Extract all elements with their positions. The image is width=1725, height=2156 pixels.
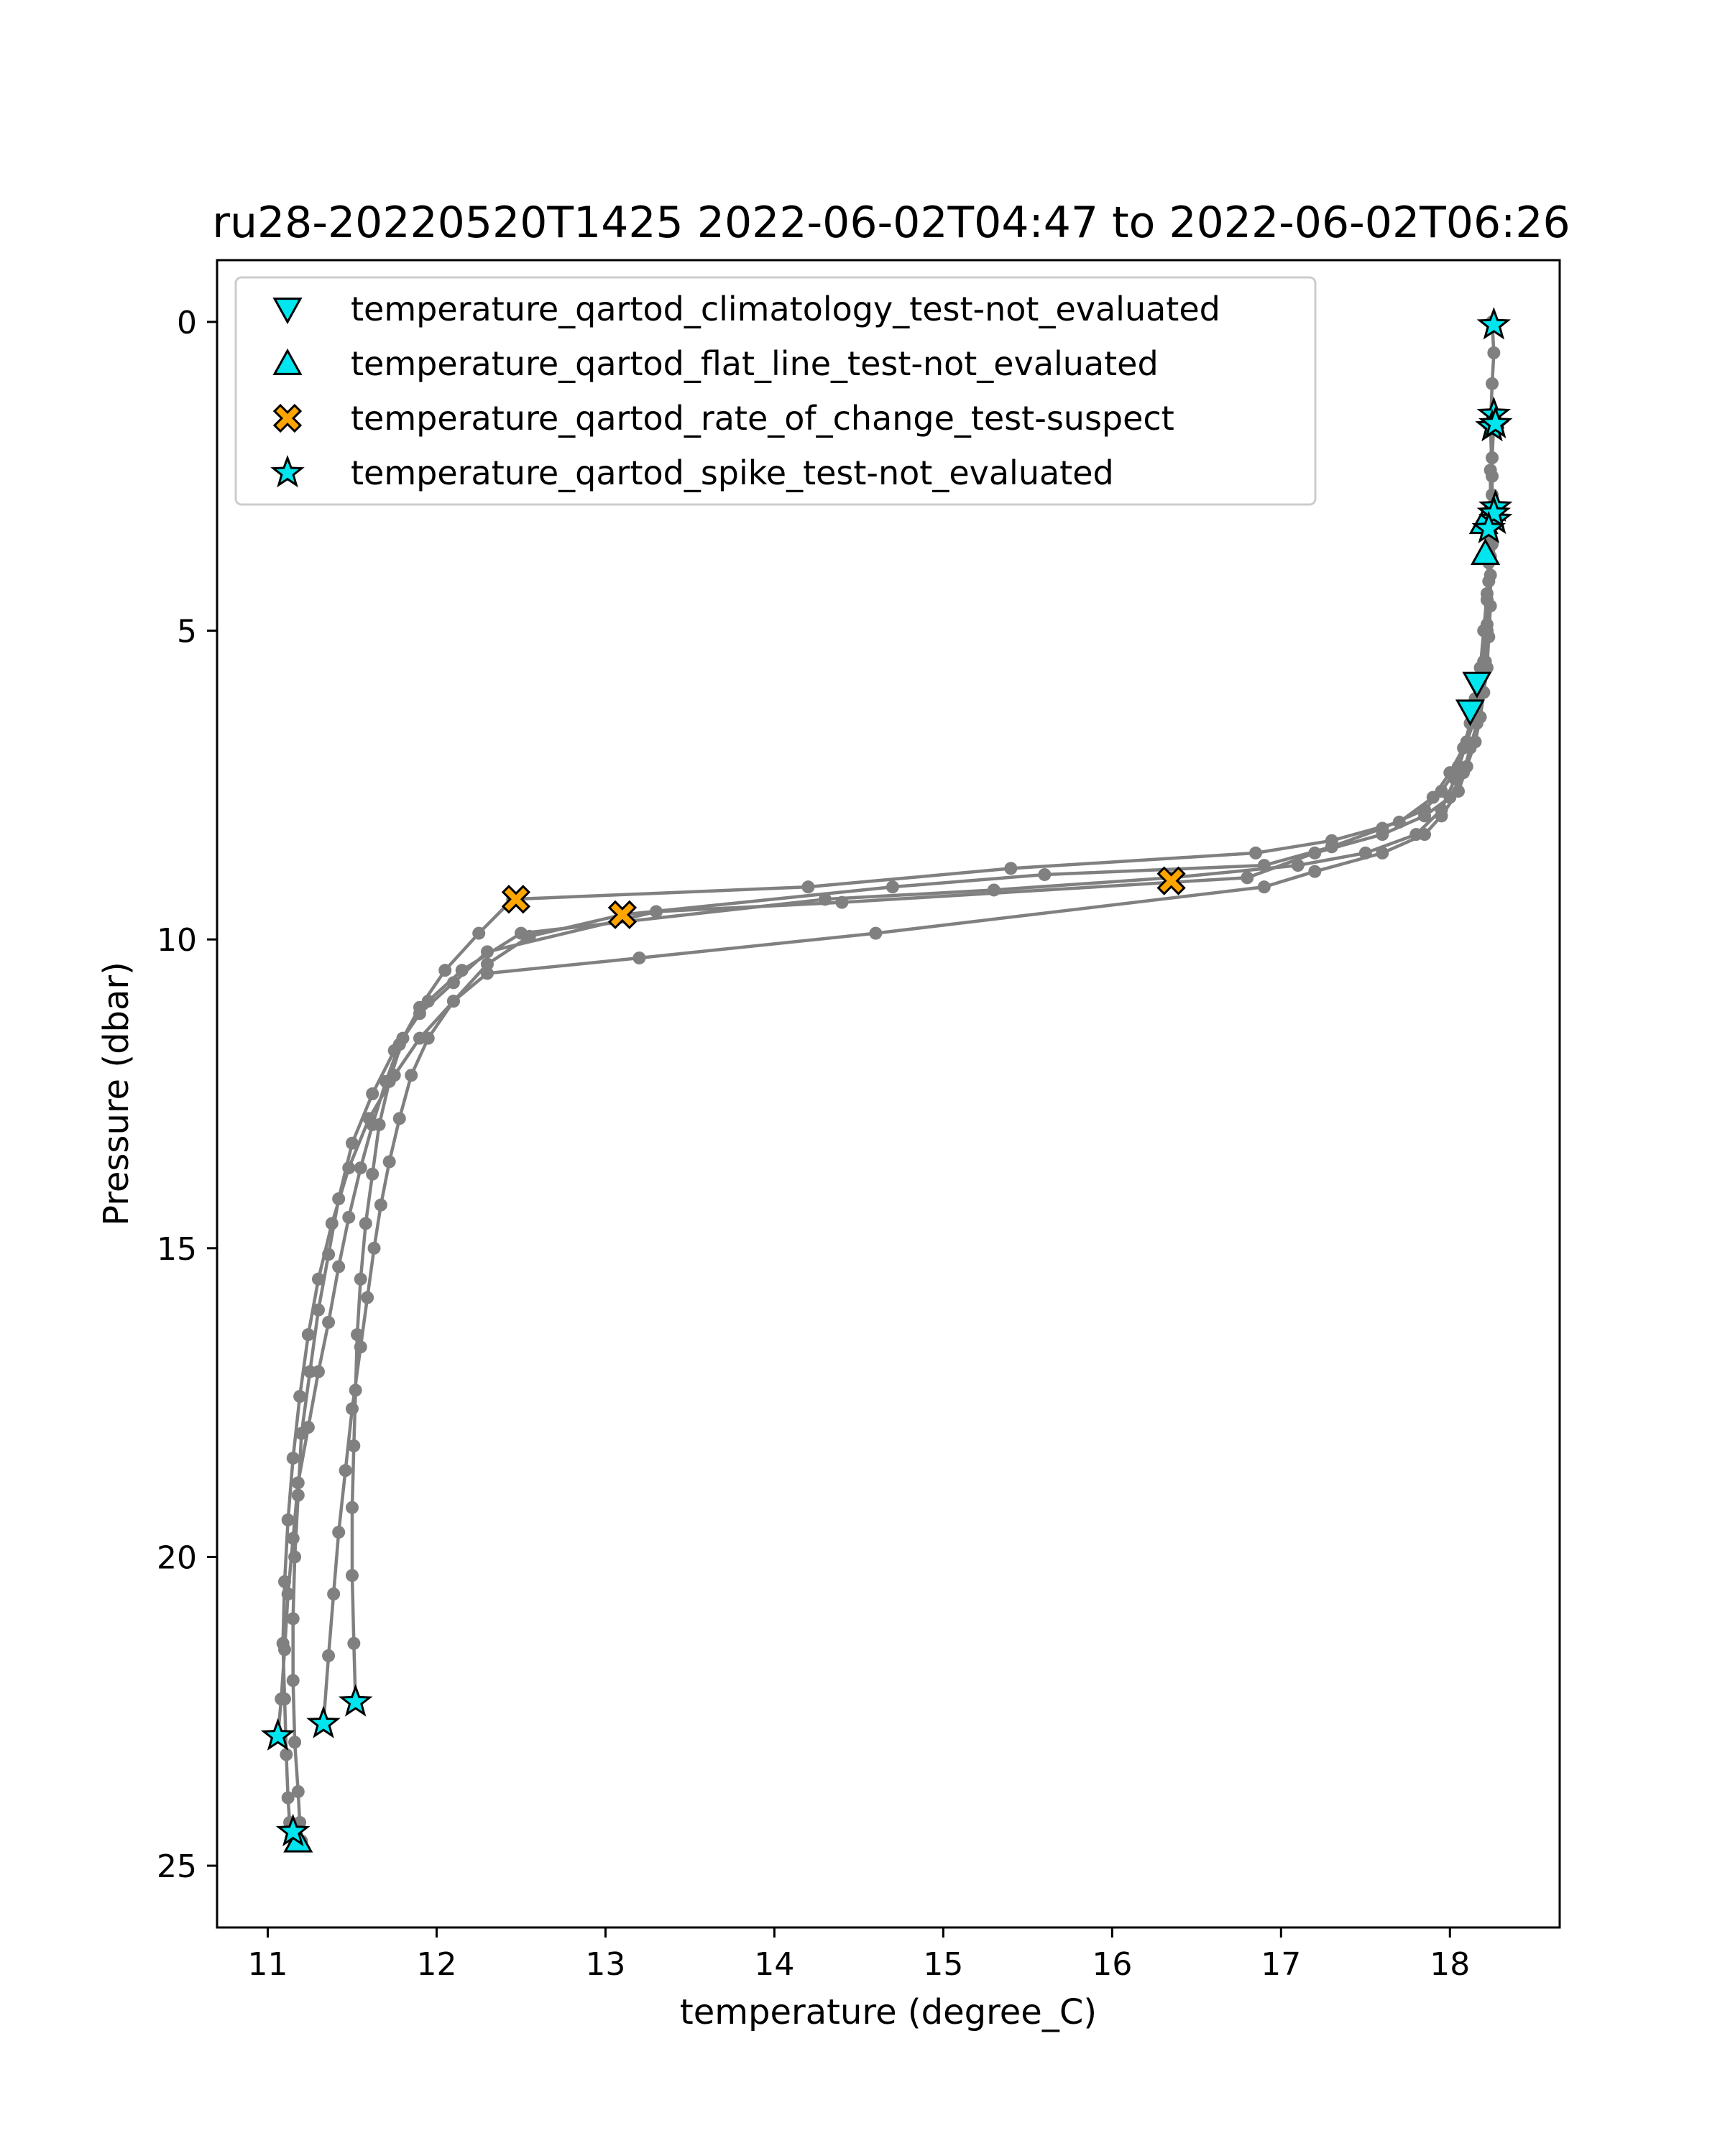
y-axis-label: Pressure (dbar) xyxy=(96,962,137,1226)
profile-point xyxy=(287,1452,300,1465)
profile-point xyxy=(388,1069,401,1082)
profile-point xyxy=(366,1087,379,1100)
profile-point xyxy=(1484,464,1497,476)
profile-point xyxy=(1038,868,1051,881)
profile-point xyxy=(362,1112,375,1125)
profile-point xyxy=(472,927,485,940)
profile-point xyxy=(282,1514,295,1526)
profile-point xyxy=(354,1340,367,1353)
profile-point xyxy=(835,896,848,909)
profile-point xyxy=(481,945,494,958)
y-tick-label: 15 xyxy=(157,1230,197,1268)
profile-point xyxy=(1418,809,1431,822)
x-tick-label: 17 xyxy=(1261,1946,1302,1983)
x-tick-label: 16 xyxy=(1092,1946,1133,1983)
profile-point xyxy=(288,1550,301,1563)
chart-title: ru28-20220520T1425 2022-06-02T04:47 to 2022-06-02T06:26 xyxy=(212,198,1570,248)
y-tick-label: 20 xyxy=(157,1539,197,1577)
profile-point xyxy=(326,1217,339,1230)
x-axis-label: temperature (degree_C) xyxy=(679,1992,1098,2032)
profile-point xyxy=(1258,880,1271,893)
profile-point xyxy=(413,1032,426,1045)
profile-point xyxy=(278,1692,291,1705)
x-tick-label: 18 xyxy=(1430,1946,1471,1983)
profile-point xyxy=(346,1569,359,1582)
profile-point xyxy=(801,880,814,893)
profile-point xyxy=(327,1588,340,1600)
profile-point xyxy=(447,995,460,1008)
profile-point xyxy=(1481,594,1494,607)
y-tick-label: 25 xyxy=(157,1848,197,1886)
legend-label: temperature_qartod_spike_test-not_evaluated xyxy=(351,453,1114,492)
profile-point xyxy=(1376,847,1389,860)
profile-point xyxy=(368,1242,381,1255)
profile-point xyxy=(413,1007,426,1020)
profile-point xyxy=(383,1156,396,1169)
profile-point xyxy=(292,1489,305,1502)
profile-point xyxy=(312,1273,325,1286)
profile-point xyxy=(302,1328,315,1341)
profile-point xyxy=(869,927,882,940)
profile-point xyxy=(438,964,451,977)
profile-point xyxy=(1308,847,1321,860)
x-tick-label: 12 xyxy=(416,1946,457,1983)
profile-point xyxy=(280,1748,293,1761)
profile-point xyxy=(332,1526,345,1539)
profile-point xyxy=(1376,828,1389,841)
profile-point xyxy=(366,1168,379,1181)
x-tick-label: 15 xyxy=(923,1946,964,1983)
profile-point xyxy=(339,1464,352,1477)
x-tick-label: 13 xyxy=(585,1946,626,1983)
profile-point xyxy=(278,1575,291,1588)
profile-point xyxy=(650,906,663,918)
profile-point xyxy=(393,1112,406,1125)
profile-point xyxy=(1325,834,1338,847)
profile-point xyxy=(342,1161,355,1174)
profile-point xyxy=(277,1637,290,1650)
profile-point xyxy=(293,1390,306,1403)
profile-point xyxy=(342,1211,355,1224)
profile-point xyxy=(405,1069,418,1082)
profile-point xyxy=(288,1736,301,1749)
profile-point xyxy=(632,952,645,964)
profile-point xyxy=(287,1674,300,1687)
profile-point xyxy=(361,1291,374,1304)
profile-point xyxy=(1418,828,1431,841)
legend-label: temperature_qartod_rate_of_change_test-suspect xyxy=(351,399,1174,438)
y-tick-label: 0 xyxy=(177,304,197,341)
profile-point xyxy=(359,1217,372,1230)
profile-point xyxy=(322,1316,335,1329)
profile-point xyxy=(1460,760,1473,773)
profile-point xyxy=(354,1161,367,1174)
profile-point xyxy=(1487,346,1500,359)
profile-point xyxy=(374,1199,387,1212)
profile-point xyxy=(1249,847,1262,860)
profile-point xyxy=(1435,809,1448,822)
profile-point xyxy=(886,880,899,893)
x-tick-label: 11 xyxy=(247,1946,288,1983)
profile-point xyxy=(447,976,460,989)
y-tick-label: 10 xyxy=(157,922,197,959)
profile-point xyxy=(1452,785,1465,798)
profile-point xyxy=(332,1261,345,1273)
profile-point xyxy=(1486,377,1499,390)
y-tick-label: 5 xyxy=(177,613,197,650)
profile-point xyxy=(287,1612,300,1625)
legend-label: temperature_qartod_climatology_test-not_evaluated xyxy=(351,290,1220,328)
profile-point xyxy=(481,967,494,980)
profile-point xyxy=(346,1501,359,1514)
profile-point xyxy=(354,1273,367,1286)
profile-point xyxy=(1427,791,1440,804)
profile-point xyxy=(322,1649,335,1662)
legend xyxy=(236,277,1315,505)
profile-point xyxy=(1479,655,1492,668)
profile-point xyxy=(1241,871,1254,884)
legend-label: temperature_qartod_flat_line_test-not_evaluated xyxy=(351,344,1159,383)
profile-point xyxy=(388,1044,401,1057)
profile-point xyxy=(347,1637,360,1650)
profile-point xyxy=(346,1402,359,1415)
profile-point xyxy=(1469,735,1482,748)
profile-point xyxy=(1004,862,1017,875)
profile-point xyxy=(1481,625,1494,637)
profile-point xyxy=(1484,568,1497,581)
profile-point xyxy=(1308,865,1321,878)
profile-point xyxy=(1443,766,1456,779)
profile-point xyxy=(282,1792,295,1805)
x-tick-label: 14 xyxy=(754,1946,795,1983)
